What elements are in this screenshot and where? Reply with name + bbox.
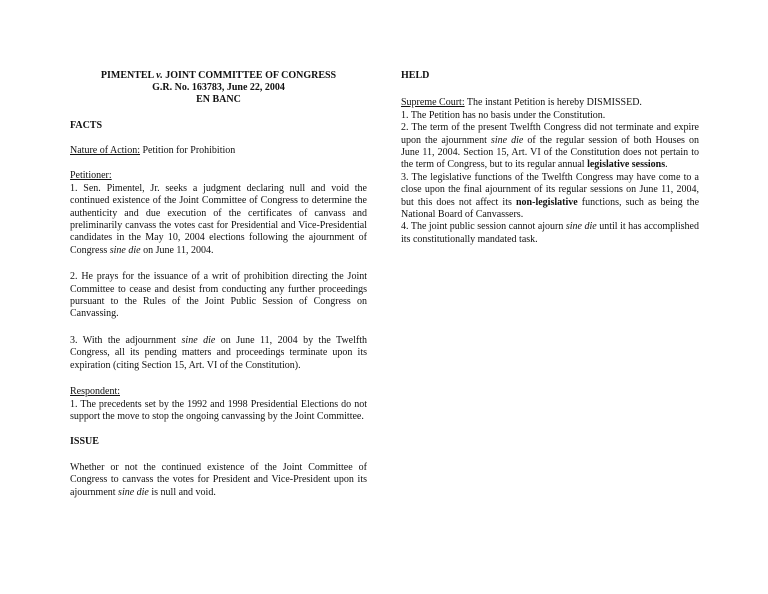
case-citation: G.R. No. 163783, June 22, 2004 <box>152 82 285 94</box>
supreme-court-label: Supreme Court: <box>401 97 465 109</box>
sine-die-term: sine die <box>181 334 216 346</box>
facts-heading: FACTS <box>70 119 103 131</box>
case-title <box>70 70 367 82</box>
petitioner-point-1: 1. Sen. Pimentel, Jr. seeks a judgment declaring null and void the continued existence of the Joint Committee of Congress to determine the authenticity and due execution of the certificates of canvass and preliminarily canvass the votes cast for Presidential and Vice-Presidential candidates in the May 10, 2004 elections following the ajournment of Congress sine die on June 11, 2004. <box>70 182 367 256</box>
sine-die-term: sine die <box>490 134 524 146</box>
petitioner-label: Petitioner: <box>70 170 112 182</box>
supreme-court-ruling <box>401 97 699 109</box>
sine-die-term: sine die <box>109 244 141 256</box>
legislative-sessions-term: legislative sessions <box>587 159 666 171</box>
case-title-pre: PIMENTEL <box>100 70 157 81</box>
nature-label: Nature of Action: <box>70 145 140 157</box>
petitioner-point-2: 2. He prays for the issuance of a writ of prohibition directing the Joint Committee to cease and desist from conducting any further proceedings pursuant to the Rules of the Joint Public Session of Congress on Canvassing. <box>70 271 367 320</box>
held-point-2: 2. The term of the present Twelfth Congress did not terminate and expire upon the ajournment sine die of the regular session of both Houses on June 11, 2004. Section 15, Art. VI of the Constitution does not pertain to the term of Congress, but to its regular annual legislative sessions. <box>401 122 699 171</box>
held-point-3: 3. The legislative functions of the Twelfth Congress may have come to a close upon the final ajournment of its regular sessions on June 11, 2004, but this does not affect its non-legislative functions, such as being the National Board of Canvassers. <box>401 171 700 221</box>
nature-value: Petition for Prohibition <box>139 145 236 157</box>
respondent-point-1: 1. The precedents set by the 1992 and 1998 Presidential Elections do not support the move to stop the ongoing canvassing by the Joint Committee. <box>70 398 367 422</box>
supreme-court-value: The instant Petition is hereby DISMISSED. <box>464 97 642 109</box>
nature-of-action <box>70 145 367 157</box>
issue-heading: ISSUE <box>70 436 99 448</box>
case-title-post: JOINT COMMITTEE OF CONGRESS <box>162 70 337 81</box>
issue-text: Whether or not the continued existence of the Joint Committee of Congress to canvass the votes for President and Vice-President upon its ajournment sine die is null and void. <box>70 461 367 498</box>
non-legislative-term: non-legislative <box>516 196 578 208</box>
case-title-versus: v. <box>156 70 163 81</box>
held-point-4: 4. The joint public session cannot ajourn sine die until it has accomplished its constitutionally mandated task. <box>401 221 699 245</box>
sine-die-term: sine die <box>118 486 149 498</box>
respondent-label: Respondent: <box>70 386 120 398</box>
sine-die-term: sine die <box>565 221 597 233</box>
held-point-1: 1. The Petition has no basis under the Constitution. <box>401 109 606 121</box>
right-column <box>401 70 699 246</box>
petitioner-point-3: 3. With the adjournment sine die on June 11, 2004 by the Twelfth Congress, all its pending matters and proceedings terminate upon its expiration (citing Section 15, Art. VI of the Constitution). <box>70 334 368 371</box>
held-heading: HELD <box>401 70 430 81</box>
case-court: EN BANC <box>196 94 241 106</box>
left-column <box>70 70 367 499</box>
